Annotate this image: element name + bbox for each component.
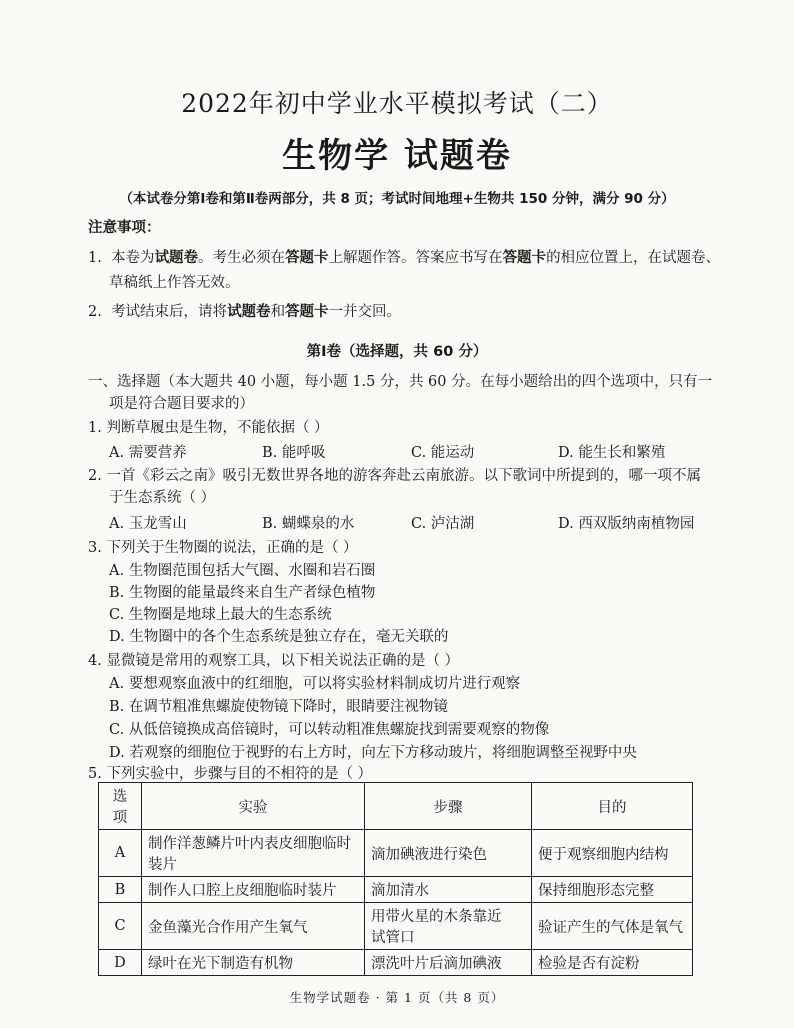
table-row	[99, 877, 693, 903]
notice-item-1: 1. 本卷为试题卷。考生必须在答题卡上解题作答。答案应书写在答题卡的相应位置上，在试题卷、	[88, 249, 721, 266]
question-2-stem-line2: 于生态系统（ ）	[109, 490, 216, 506]
table-row	[99, 903, 693, 950]
cell-experiment: 制作洋葱鳞片叶内表皮细胞临时 装片	[142, 830, 365, 877]
question-1-option-c: C. 能运动	[411, 445, 475, 461]
exam-title: 2022年初中学业水平模拟考试（二）	[181, 89, 613, 118]
notice-item-1-line2: 草稿纸上作答无效。	[109, 275, 240, 291]
question-4-stem: 4. 显微镜是常用的观察工具，以下相关说法正确的是（ ）	[88, 653, 460, 669]
cell-step: 滴加清水	[365, 877, 532, 903]
cell-step: 用带火星的木条靠近 试管口	[365, 903, 532, 950]
cell-experiment: 制作人口腔上皮细胞临时装片	[142, 877, 365, 903]
cell-purpose: 检验是否有淀粉	[532, 950, 693, 976]
table-header-row	[99, 783, 693, 830]
cell-step: 漂洗叶片后滴加碘液	[365, 950, 532, 976]
notice-heading: 注意事项：	[88, 220, 161, 236]
cell-option: B	[99, 877, 142, 903]
question-3-option-d: D. 生物圈中的各个生态系统是独立存在，毫无关联的	[109, 629, 449, 645]
cell-option: A	[99, 830, 142, 877]
cell-purpose: 验证产生的气体是氧气	[532, 903, 693, 950]
question-3-option-c: C. 生物圈是地球上最大的生态系统	[109, 607, 332, 623]
question-4-option-b: B. 在调节粗准焦螺旋使物镜下降时，眼睛要注视物镜	[109, 699, 448, 715]
section-intro-line2: 项是符合题目要求的）	[109, 396, 254, 412]
question-2-option-c: C. 泸沽湖	[411, 516, 475, 532]
paper-note: （本试卷分第Ⅰ卷和第Ⅱ卷两部分，共 8 页；考试时间地理+生物共 150 分钟，满分 90 分）	[119, 191, 675, 207]
question-1-option-b: B. 能呼吸	[262, 445, 326, 461]
experiment-table	[98, 782, 693, 976]
section-heading: 第Ⅰ卷（选择题，共 60 分）	[306, 344, 488, 360]
question-3-option-b: B. 生物圈的能量最终来自生产者绿色植物	[109, 585, 376, 601]
page-footer: 生物学试题卷 · 第 1 页（共 8 页）	[289, 990, 505, 1005]
header-purpose: 目的	[532, 783, 693, 830]
table-row	[99, 950, 693, 976]
table-row	[99, 830, 693, 877]
cell-step: 滴加碘液进行染色	[365, 830, 532, 877]
question-1-option-d: D. 能生长和繁殖	[558, 445, 666, 461]
question-2-option-b: B. 蝴蝶泉的水	[262, 516, 355, 532]
header-step: 步骤	[365, 783, 532, 830]
question-2-option-d: D. 西双版纳南植物园	[558, 516, 695, 532]
header-experiment: 实验	[142, 783, 365, 830]
paper-title: 生物学 试题卷	[282, 136, 512, 176]
question-2-stem: 2. 一首《彩云之南》吸引无数世界各地的游客奔赴云南旅游。以下歌词中所提到的，哪一项不属	[88, 468, 701, 484]
question-5-stem: 5. 下列实验中，步骤与目的不相符的是（ ）	[88, 766, 373, 782]
cell-experiment: 金鱼藻光合作用产生氧气	[142, 903, 365, 950]
header-option: 选 项	[99, 783, 142, 830]
notice-item-2: 2. 考试结束后，请将试题卷和答题卡一并交回。	[88, 303, 402, 320]
section-intro-line1: 一、选择题（本大题共 40 小题，每小题 1.5 分，共 60 分。在每小题给出的四个选项中，只有一	[88, 374, 713, 390]
cell-purpose: 保持细胞形态完整	[532, 877, 693, 903]
cell-option: D	[99, 950, 142, 976]
question-4-option-d: D. 若观察的细胞位于视野的右上方时，向左下方移动玻片，将细胞调整至视野中央	[109, 745, 637, 761]
question-1-option-a: A. 需要营养	[109, 445, 187, 461]
question-4-option-a: A. 要想观察血液中的红细胞，可以将实验材料制成切片进行观察	[109, 676, 521, 692]
question-2-option-a: A. 玉龙雪山	[109, 516, 187, 532]
cell-purpose: 便于观察细胞内结构	[532, 830, 693, 877]
question-3-option-a: A. 生物圈范围包括大气圈、水圈和岩石圈	[109, 563, 376, 579]
question-4-option-c: C. 从低倍镜换成高倍镜时，可以转动粗准焦螺旋找到需要观察的物像	[109, 722, 550, 738]
cell-option: C	[99, 903, 142, 950]
question-3-stem: 3. 下列关于生物圈的说法，正确的是（ ）	[88, 540, 358, 556]
question-1-stem: 1. 判断草履虫是生物，不能依据（ ）	[88, 420, 329, 436]
cell-experiment: 绿叶在光下制造有机物	[142, 950, 365, 976]
